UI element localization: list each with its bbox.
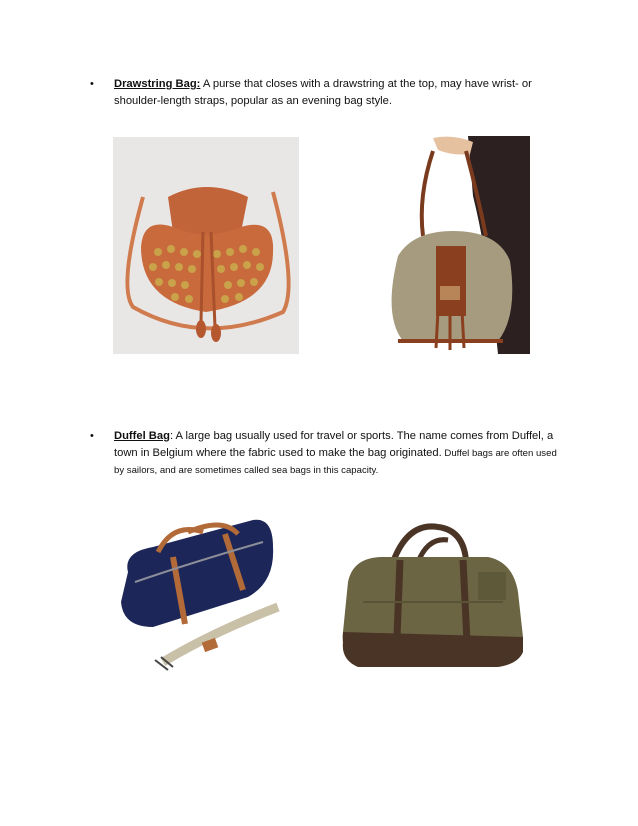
- navy-duffel-bag-image: [113, 512, 288, 675]
- definition-text: [114, 76, 560, 110]
- list-item-drawstring-bag: [90, 76, 560, 110]
- bullet-point: •: [90, 78, 94, 90]
- bullet-point: •: [90, 430, 94, 442]
- term-heading: Drawstring Bag:: [114, 78, 201, 90]
- list-item-duffel-bag: [90, 428, 560, 479]
- khaki-drawstring-shoulder-bag-image: [378, 136, 530, 354]
- definition-body: : A large bag usually used for travel or sports. The name comes from Duffel, a town in Belgium where the fabric used to make the bag originated.: [114, 430, 554, 459]
- definition-body: A purse that closes with a drawstring at the top, may have wrist- or shoulder-length straps, popular as an evening bag style.: [114, 78, 532, 107]
- definition-note: Duffel bags are often used by sailors, and are sometimes called sea bags in this capacity.: [114, 448, 557, 476]
- olive-duffel-bag-image: [338, 522, 528, 672]
- term-heading: Duffel Bag: [114, 430, 170, 442]
- definition-text: [114, 428, 560, 479]
- orange-studded-drawstring-bag-image: [113, 137, 299, 354]
